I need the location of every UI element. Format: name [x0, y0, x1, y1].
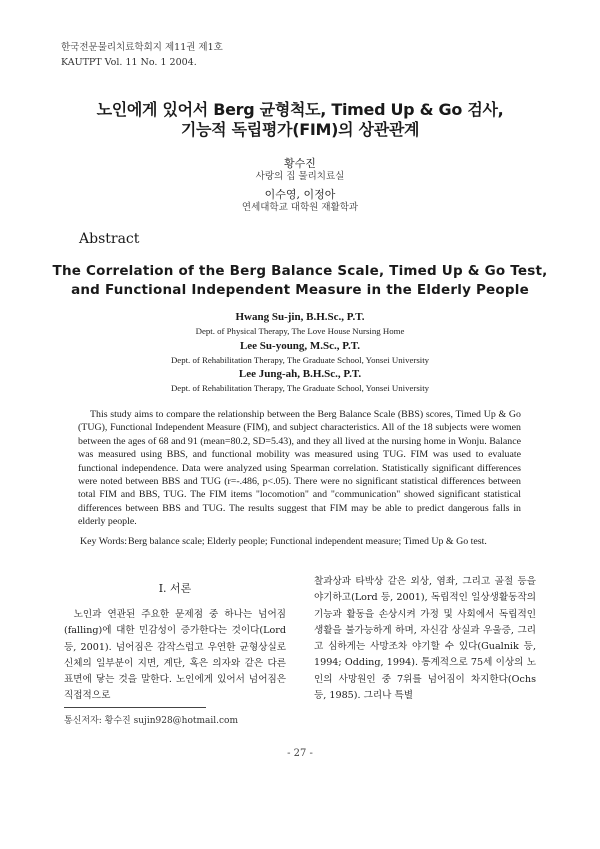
- journal-name: 한국전문물리치료학회지 제11권 제1호: [61, 42, 223, 53]
- korean-title: [40, 100, 560, 140]
- english-title-line2: and Functional Independent Measure in the Elderly People: [71, 282, 529, 298]
- journal-volume: KAUTPT Vol. 11 No. 1 2004.: [61, 57, 197, 68]
- english-affiliation-1: Dept. of Physical Therapy, The Love House Nursing Home: [195, 326, 405, 336]
- section-heading-introduction: Ⅰ. 서론: [158, 582, 192, 595]
- intro-paragraph-right: 찰과상과 타박상 같은 외상, 염좌, 그리고 골절 등을 야기하고(Lord 등, 2001), 독립적인 일상생활동작의 기능과 활동을 손상시켜 가정 및 사회에서 독립적인 생활을 불가능하게 하며, 자신감 상실과 우울증, 그리고 심하게는 사망조차 야기할 수 있다(Gualnik 등, 1994; Odding, 1994). 통계적으로 75세 이상의 노인의 사망원인 중 7위를 넘어짐이 차지한다(Ochs 등, 1985). 그리나 특별: [314, 576, 536, 702]
- korean-title-line2: 기능적 독립평가(FIM)의 상관관계: [180, 120, 420, 139]
- english-title-line1: The Correlation of the Berg Balance Scale, Timed Up & Go Test,: [52, 263, 548, 279]
- footnote-divider: [64, 707, 206, 708]
- korean-title-line1: 노인에게 있어서 Berg 균형척도, Timed Up & Go 검사,: [96, 100, 504, 119]
- korean-affiliation-2: 연세대학교 대학원 재활학과: [241, 202, 359, 213]
- footnote-correspondence: 통신저자: 황수진 sujin928@hotmail.com: [64, 716, 239, 726]
- page-number: - 27 -: [287, 748, 313, 759]
- korean-author-1: 황수진: [284, 157, 316, 170]
- keywords-label: Key Words:: [80, 536, 128, 547]
- english-title: [40, 262, 560, 300]
- english-affiliation-2: Dept. of Rehabilitation Therapy, The Graduate School, Yonsei University: [170, 355, 430, 365]
- english-author-2: Lee Su-young, M.Sc., P.T.: [239, 340, 361, 352]
- abstract-body: This study aims to compare the relationship between the Berg Balance Scale (BBS) scores, Timed Up & Go (TUG), Functional Independent Measure (FIM), and subject characteristics. All of the 18 subjects were women between the ages of 68 and 91 (mean=80.2, SD=5.43), and they all lived at the nursing home in Wonju. Balance was measured using BBS, and functional mobility was measured using TUG. FIM was used to evaluate functional independence. Data were analyzed using Spearman correlation. Statistically significant differences were noted between BBS and TUG (r=-.486, p<.05). There were no significant statistical differences between total FIM and BBS, TUG. The FIM items "locomotion" and "communication" showed significant statistical differences between BBS and TUG. The results suggest that FIM may be able to predict dangerous falls in elderly people.: [78, 409, 521, 528]
- korean-author-2: 이수영, 이정아: [264, 188, 336, 201]
- english-author-1: Hwang Su-jin, B.H.Sc., P.T.: [235, 311, 365, 323]
- korean-affiliation-1: 사랑의 집 물리치료실: [255, 171, 345, 182]
- intro-paragraph-left: 노인과 연관된 주요한 문제점 중 하나는 넘어짐(falling)에 대한 민감성이 증가한다는 것이다(Lord 등, 2001). 넘어짐은 감작스럽고 우연한 균형상실로 신체의 일부분이 지면, 계단, 혹은 의자와 같은 다른 표면에 닿는 것을 말한다. 노인에게 있어서 넘어짐은 직접적으로: [64, 609, 286, 702]
- keywords-text: Berg balance scale; Elderly people; Functional independent measure; Timed Up & Go test.: [128, 536, 487, 547]
- english-affiliation-3: Dept. of Rehabilitation Therapy, The Graduate School, Yonsei University: [170, 383, 430, 393]
- english-author-3: Lee Jung-ah, B.H.Sc., P.T.: [238, 368, 362, 380]
- journal-header: [61, 40, 223, 70]
- abstract-heading: Abstract: [79, 231, 140, 247]
